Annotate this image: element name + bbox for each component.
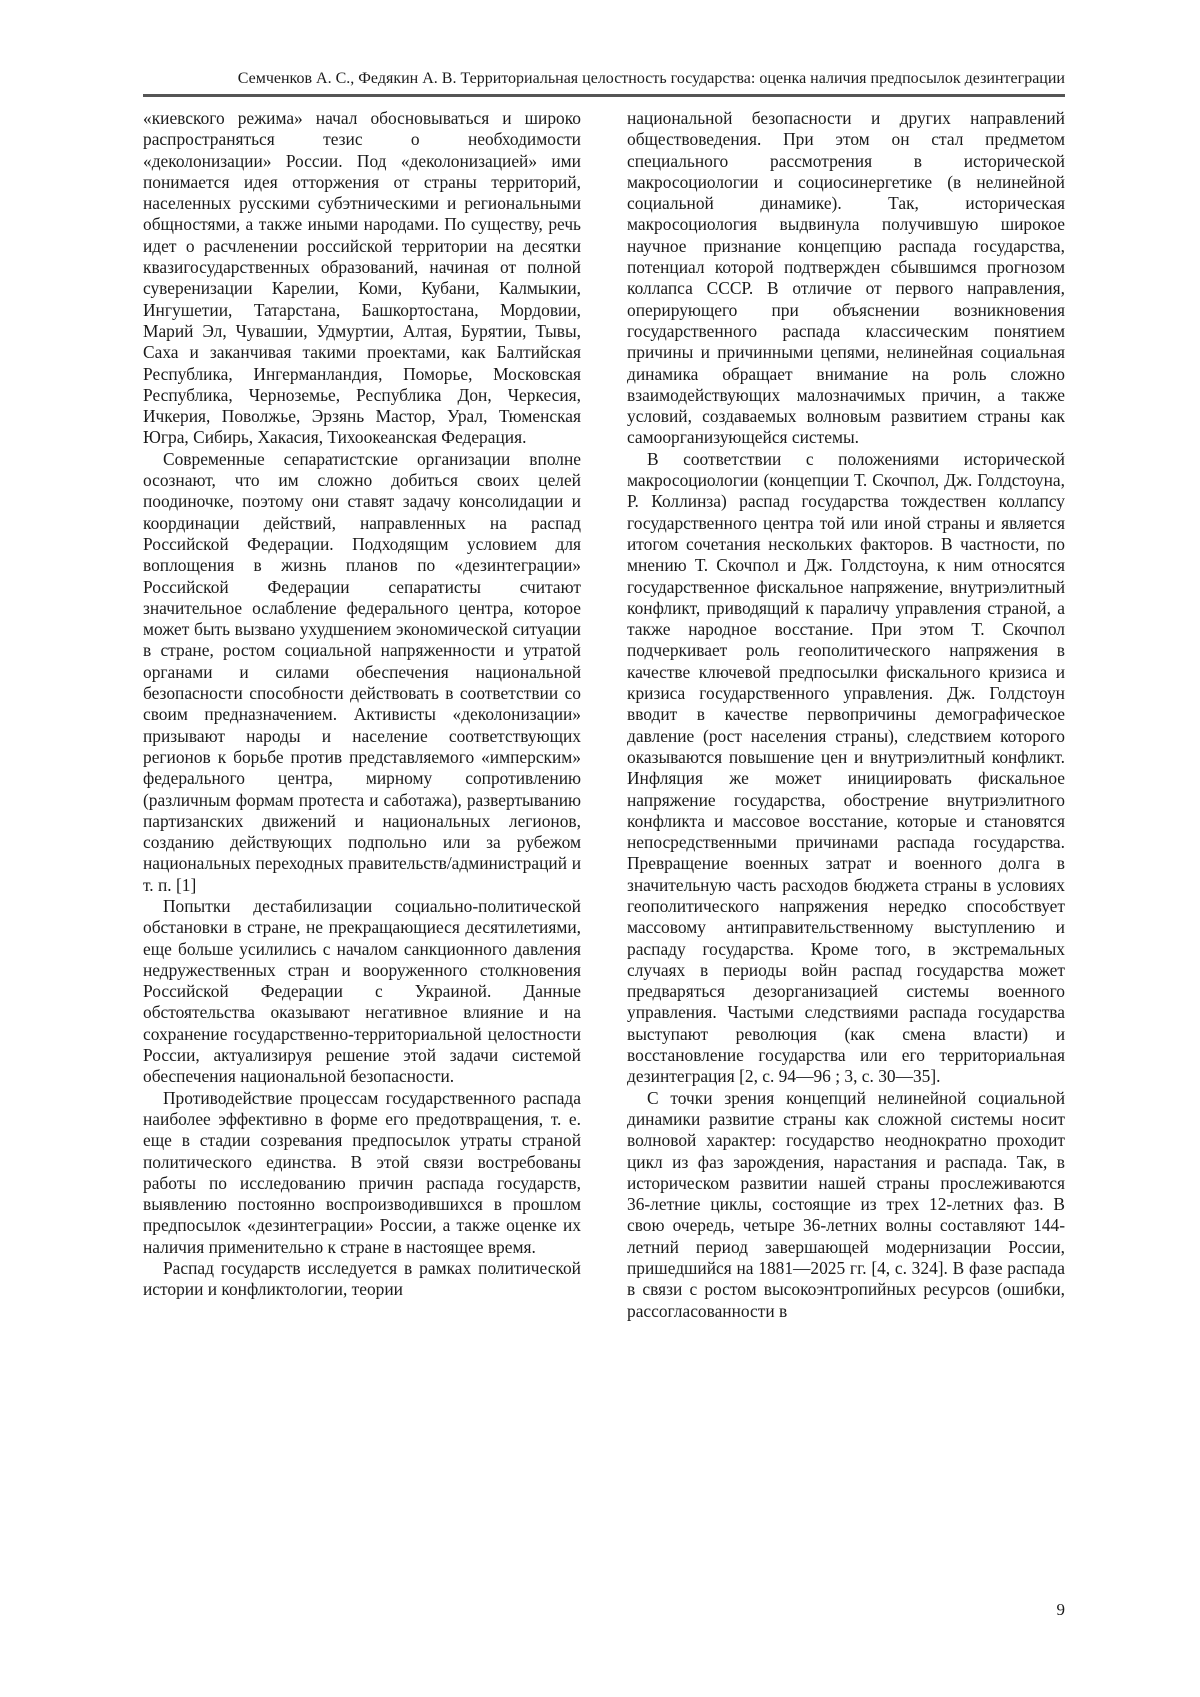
paragraph: Современные сепаратистские организации вполне осознают, что им сложно добиться своих целей поодиночке, поэтому они ставят задачу консолидации и координации действий, направленных на распад Российской Федерации. Подходящим условием для воплощения в жизнь планов по «дезинтеграции» Российской Федерации сепаратисты считают значительное ослабление федерального центра, которое может быть вызвано ухудшением экономической ситуации в стране, ростом социальной напряженности и утратой органами и силами обеспечения национальной безопасности способности действовать в соответствии со своим предназначением. Активисты «деколонизации» призывают народы и население соответствующих регионов к борьбе против представляемого «имперским» федерального центра, мирному сопротивлению (различным формам протеста и саботажа), развертыванию партизанских движений и национальных легионов, созданию действующих подпольно или за рубежом национальных переходных правительств/администраций и т. п. [1] bbox=[143, 448, 581, 895]
running-header: Семченков А. С., Федякин А. В. Территориальная целостность государства: оценка наличия предпосылок дезинтеграции bbox=[237, 70, 1065, 87]
left-column bbox=[143, 108, 581, 1301]
right-column bbox=[627, 108, 1065, 1322]
page-number: 9 bbox=[1056, 1600, 1065, 1619]
paragraph: Распад государств исследуется в рамках политической истории и конфликтологии, теории bbox=[143, 1258, 581, 1300]
paragraph: В соответствии с положениями исторической макросоциологии (концепции Т. Скочпол, Дж. Голдстоуна, Р. Коллинза) распад государства тождествен коллапсу государственного центра той или иной страны и является итогом сочетания нескольких факторов. В частности, по мнению Т. Скочпол и Дж. Голдстоуна, к ним относятся государственное фискальное напряжение, внутриэлитный конфликт, приводящий к параличу управления страной, а также народное восстание. При этом Т. Скочпол подчеркивает роль геополитического напряжения в качестве ключевой предпосылки фискального кризиса и кризиса государственного управления. Дж. Голдстоун вводит в качестве первопричины демографическое давление (рост населения страны), следствием которого оказываются повышение цен и внутриэлитный конфликт. Инфляция же может инициировать фискальное напряжение государства, обострение внутриэлитного конфликта и массовое восстание, которые и становятся непосредственными причинами распада государства. Превращение военных затрат и военного долга в значительную часть расходов бюджета страны в условиях геополитического напряжения нередко способствует массовому антиправительственному выступлению и распаду государства. Кроме того, в экстремальных случаях в периоды войн распад государства может предваряться дезорганизацией системы военного управления. Частыми следствиями распада государства выступают революция (как смена власти) и восстановление государства или его территориальная дезинтеграция [2, с. 94—96 ; 3, с. 30—35]. bbox=[627, 448, 1065, 1087]
paragraph: «киевского режима» начал обосновываться и широко распространяться тезис о необходимости «деколонизации» России. Под «деколонизацией» ими понимается идея отторжения от страны территорий, населенных русскими субэтническими и региональными общностями, а также иными народами. По существу, речь идет о расчленении российской территории на десятки квазигосударственных образований, начиная от полной суверенизации Карелии, Коми, Кубани, Калмыкии, Ингушетии, Татарстана, Башкортостана, Мордовии, Марий Эл, Чувашии, Удмуртии, Алтая, Бурятии, Тывы, Саха и заканчивая такими проектами, как Балтийская Республика, Ингерманландия, Поморье, Московская Республика, Черноземье, Республика Дон, Черкесия, Ичкерия, Поволжье, Эрзянь Мастор, Урал, Тюменская Югра, Сибирь, Хакасия, Тихоокеанская Федерация. bbox=[143, 108, 581, 448]
paragraph: С точки зрения концепций нелинейной социальной динамики развитие страны как сложной системы носит волновой характер: государство неоднократно проходит цикл из фаз зарождения, нарастания и распада. Так, в историческом развитии нашей страны прослеживаются 36-летние циклы, состоящие из трех 12-летних фаз. В свою очередь, четыре 36-летних волны составляют 144-летний период завершающей модернизации России, пришедшийся на 1881—2025 гг. [4, с. 324]. В фазе распада в связи с ростом высокоэнтропийных ресурсов (ошибки, рассогласованности в bbox=[627, 1087, 1065, 1321]
header-divider bbox=[143, 94, 1065, 97]
paragraph: Попытки дестабилизации социально-политической обстановки в стране, не прекращающиеся десятилетиями, еще больше усилились с началом санкционного давления недружественных стран и вооруженного столкновения Российской Федерации с Украиной. Данные обстоятельства оказывают негативное влияние и на сохранение государственно-территориальной целостности России, актуализируя решение этой задачи системой обеспечения национальной безопасности. bbox=[143, 895, 581, 1087]
paragraph: национальной безопасности и других направлений обществоведения. При этом он стал предметом специального рассмотрения в исторической макросоциологии и социосинергетике (в нелинейной социальной динамике). Так, историческая макросоциология выдвинула получившую широкое научное признание концепцию распада государства, потенциал которой подтвержден сбывшимся прогнозом коллапса СССР. В отличие от первого направления, оперирующего при объяснении возникновения государственного распада классическим понятием причины и причинными цепями, нелинейная социальная динамика обращает внимание на роль сложно взаимодействующих малозначимых причин, а также условий, создаваемых волновым развитием страны как самоорганизующейся системы. bbox=[627, 108, 1065, 448]
paragraph: Противодействие процессам государственного распада наиболее эффективно в форме его предотвращения, т. е. еще в стадии созревания предпосылок утраты страной политического единства. В этой связи востребованы работы по исследованию причин распада государств, выявлению постоянно воспроизводившихся в прошлом предпосылок «дезинтеграции» России, а также оценке их наличия применительно к стране в настоящее время. bbox=[143, 1087, 581, 1257]
